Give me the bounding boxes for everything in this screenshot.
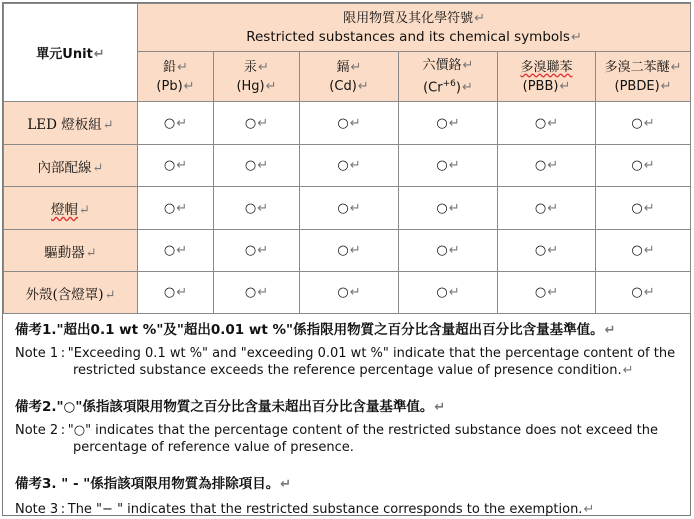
unit-label: 單元Unit — [36, 47, 93, 62]
row-label: 驅動器↵ — [4, 230, 138, 272]
paragraph-mark-icon: ↵ — [349, 200, 361, 216]
presence-cell: ○↵ — [138, 145, 214, 187]
presence-cell: ○↵ — [399, 145, 498, 187]
presence-cell: ○↵ — [300, 230, 399, 272]
paragraph-mark-icon: ↵ — [643, 115, 655, 131]
paragraph-mark-icon: ↵ — [547, 115, 559, 131]
paragraph-mark-icon: ↵ — [257, 285, 269, 300]
paragraph-mark-icon: ↵ — [176, 158, 188, 173]
paragraph-mark-icon: ↵ — [257, 200, 269, 216]
paragraph-mark-icon: ↵ — [176, 285, 188, 300]
restricted-substances-table — [3, 3, 691, 314]
presence-cell: ○↵ — [138, 230, 214, 272]
paragraph-mark-icon: ↵ — [349, 285, 361, 300]
presence-cell: ○↵ — [596, 102, 691, 145]
column-pbde: 多溴二苯醚↵ (PBDE)↵ — [596, 52, 691, 102]
presence-cell: ○↵ — [214, 272, 300, 314]
paragraph-mark-icon: ↵ — [176, 200, 188, 216]
presence-cell: ○↵ — [214, 187, 300, 230]
paragraph-mark-icon: ↵ — [660, 78, 672, 94]
paragraph-mark-icon: ↵ — [559, 78, 571, 94]
paragraph-mark-icon: ↵ — [547, 158, 559, 173]
paragraph-mark-icon: ↵ — [643, 158, 655, 173]
column-cadmium: 鎘↵ (Cd)↵ — [300, 52, 399, 102]
table-row — [4, 187, 691, 230]
paragraph-mark-icon: ↵ — [280, 477, 292, 492]
paragraph-mark-icon: ↵ — [643, 285, 655, 300]
presence-cell: ○↵ — [399, 230, 498, 272]
paragraph-mark-icon: ↵ — [349, 158, 361, 173]
paragraph-mark-icon: ↵ — [357, 78, 369, 94]
paragraph-mark-icon: ↵ — [622, 363, 634, 378]
paragraph-mark-icon: ↵ — [104, 287, 116, 303]
presence-cell: ○↵ — [498, 102, 596, 145]
paragraph-mark-icon: ↵ — [265, 78, 277, 94]
presence-cell: ○↵ — [399, 187, 498, 230]
paragraph-mark-icon: ↵ — [474, 10, 485, 26]
note-1-en: Note 1 : "Exceeding 0.1 wt %" and "exceeding 0.01 wt %" indicate that the percentage content of the restricted substance exceeds the reference percentage value of presence condition.↵ — [15, 346, 676, 378]
column-mercury: 汞↵ (Hg)↵ — [214, 52, 300, 102]
paragraph-mark-icon: ↵ — [258, 59, 269, 75]
note-3-en: Note 3 : The "− " indicates that the restricted substance corresponds to the exemption.↵ — [15, 502, 595, 517]
paragraph-mark-icon: ↵ — [183, 78, 195, 94]
table-row — [4, 145, 691, 187]
presence-cell: ○↵ — [300, 187, 399, 230]
paragraph-mark-icon: ↵ — [349, 243, 361, 258]
paragraph-mark-icon: ↵ — [349, 115, 361, 131]
paragraph-mark-icon: ↵ — [92, 160, 104, 176]
paragraph-mark-icon: ↵ — [102, 118, 114, 133]
table-row — [4, 102, 691, 145]
paragraph-mark-icon: ↵ — [448, 285, 460, 300]
column-chromium-vi: 六價鉻↵ $(Cr^{+6})↵$ — [399, 52, 498, 102]
paragraph-mark-icon: ↵ — [604, 323, 616, 338]
substances-header-cn: 限用物質及其化學符號↵ — [343, 10, 485, 26]
column-pbb: 多溴聯苯 (PBB)↵ — [498, 52, 596, 102]
presence-cell: ○↵ — [300, 145, 399, 187]
rohs-declaration-sheet — [2, 2, 691, 516]
paragraph-mark-icon: ↵ — [547, 285, 559, 300]
paragraph-mark-icon: ↵ — [547, 200, 559, 216]
presence-cell: ○↵ — [300, 272, 399, 314]
substances-header-cell — [138, 4, 691, 52]
presence-cell: ○↵ — [138, 272, 214, 314]
paragraph-mark-icon: ↵ — [643, 200, 655, 216]
row-label: 燈帽↵ — [4, 187, 138, 230]
note-2-en: Note 2 : "○" indicates that the percentage content of the restricted substance does not exceed the percentage of reference value of presence. — [15, 423, 658, 455]
unit-header-cell — [4, 4, 138, 102]
paragraph-mark-icon: ↵ — [79, 203, 90, 218]
presence-cell: ○↵ — [214, 230, 300, 272]
paragraph-mark-icon: ↵ — [448, 158, 460, 173]
presence-cell: ○↵ — [498, 230, 596, 272]
paragraph-mark-icon: ↵ — [93, 47, 105, 62]
paragraph-mark-icon: ↵ — [177, 59, 188, 75]
presence-cell: ○↵ — [596, 230, 691, 272]
presence-cell: ○↵ — [596, 145, 691, 187]
presence-cell: ○↵ — [498, 145, 596, 187]
substances-header-en: Restricted substances and its chemical symbols↵ — [246, 28, 582, 45]
paragraph-mark-icon: ↵ — [176, 115, 188, 131]
paragraph-mark-icon: ↵ — [85, 245, 97, 261]
paragraph-mark-icon: ↵ — [448, 200, 460, 216]
presence-cell: ○↵ — [214, 102, 300, 145]
table-row — [4, 272, 691, 314]
presence-cell: ○↵ — [399, 102, 498, 145]
paragraph-mark-icon: ↵ — [350, 59, 362, 75]
presence-cell: ○↵ — [138, 187, 214, 230]
presence-cell: ○↵ — [596, 187, 691, 230]
row-label: 外殼(含燈罩)↵ — [4, 272, 138, 314]
paragraph-mark-icon: ↵ — [547, 243, 559, 258]
paragraph-mark-icon: ↵ — [257, 115, 269, 131]
paragraph-mark-icon: ↵ — [257, 243, 269, 258]
paragraph-mark-icon: ↵ — [643, 243, 655, 258]
presence-cell: ○↵ — [399, 272, 498, 314]
row-label: LED 燈板組↵ — [4, 102, 138, 145]
column-lead: 鉛↵ (Pb)↵ — [138, 52, 214, 102]
table-row — [4, 230, 691, 272]
remark-1-cn: 備考1."超出0.1 wt %"及"超出0.01 wt %"係指限用物質之百分比含量超出百分比含量基準值。↵ — [15, 322, 616, 338]
paragraph-mark-icon: ↵ — [583, 502, 595, 517]
row-label: 內部配線↵ — [4, 145, 138, 187]
remarks-section — [3, 313, 690, 515]
paragraph-mark-icon: ↵ — [570, 29, 582, 45]
presence-cell: ○↵ — [300, 102, 399, 145]
presence-cell: ○↵ — [596, 272, 691, 314]
paragraph-mark-icon: ↵ — [462, 57, 474, 73]
presence-cell: ○↵ — [498, 187, 596, 230]
presence-cell: ○↵ — [138, 102, 214, 145]
presence-cell: ○↵ — [214, 145, 300, 187]
paragraph-mark-icon: ↵ — [176, 243, 188, 258]
paragraph-mark-icon: ↵ — [257, 158, 269, 173]
paragraph-mark-icon: ↵ — [448, 115, 460, 131]
presence-cell: ○↵ — [498, 272, 596, 314]
paragraph-mark-icon: ↵ — [434, 400, 446, 415]
paragraph-mark-icon: ↵ — [461, 80, 473, 96]
remark-2-cn: 備考2."○"係指該項限用物質之百分比含量未超出百分比含量基準值。↵ — [15, 399, 446, 415]
paragraph-mark-icon: ↵ — [448, 243, 460, 258]
remark-3-cn: 備考3. " - "係指該項限用物質為排除項目。↵ — [15, 476, 292, 492]
paragraph-mark-icon: ↵ — [670, 59, 682, 75]
